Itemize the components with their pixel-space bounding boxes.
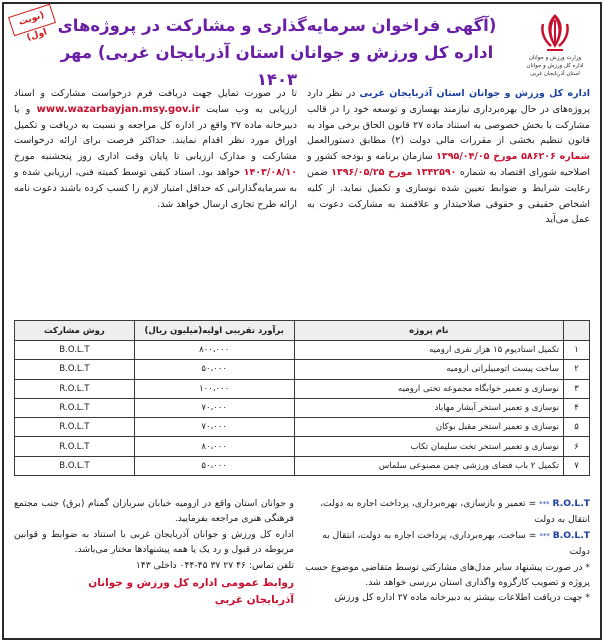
signature-line-1: روابط عمومی اداره کل ورزش و جوانان	[88, 577, 294, 590]
rights-text: اداره کل ورزش و جوانان آذربایجان غربی با استناد به ضوابط و قوانین مربوطه در قبول و رد یک یا همه پیشنهادها مختار می‌باشد.	[14, 528, 294, 556]
project-method: B.O.L.T	[15, 456, 135, 475]
title-line-1: (آگهی فراخوان سرمایه‌گذاری و مشارکت در پروژه‌های	[57, 16, 497, 35]
rolt-term: R.O.L.T	[552, 498, 590, 509]
notice-header	[4, 4, 600, 89]
reference-number-2: ۱۳۴۲۵۹۰ مورخ ۱۳۹۶/۰۵/۲۵	[331, 166, 457, 178]
contact-block	[14, 496, 294, 609]
intro-text-4: تا در صورت تمایل جهت دریافت فرم درخواست مشارکت و اسناد ارزیابی به وب سایت	[14, 88, 297, 115]
intro-text-2: سازمان برنامه و بودجه کشور و اصلاحیه شورای اقتصاد به شماره	[307, 151, 590, 178]
title-line-2: اداره کل ورزش و جوانان استان آذربایجان غربی) مهر ۱۴۰۳	[60, 43, 494, 89]
header-project-name: نام پروژه	[294, 321, 563, 341]
project-method: R.O.L.T	[15, 418, 135, 437]
emblem-caption-2: اداره کل ورزش و جوانان	[526, 63, 584, 69]
row-number: ۶	[564, 437, 590, 456]
definition-bolt	[304, 528, 590, 560]
bolt-stars: ***	[539, 531, 550, 540]
row-number: ۵	[564, 418, 590, 437]
project-budget: ۵۰،۰۰۰	[134, 456, 294, 475]
intro-text-5: و یا دبیرخانه ماده ۲۷ واقع در اداره کل مراجعه و نسبت به دریافت و تکمیل اوراق مورد نظر اقدام نمایند. حداکثر فرصت برای ارائه درخواست مشارکت و مدارک ارزیابی تا پایان وقت اداری روز پنجشنبه مورخ	[14, 103, 297, 163]
intro-paragraph-right	[307, 86, 590, 228]
deadline-date: ۱۴۰۳/۰۸/۱۰	[243, 166, 297, 178]
row-number: ۷	[564, 456, 590, 475]
bolt-text: = ساخت، بهره‌برداری، پرداخت اجاره به دولت، انتقال به دولت	[322, 529, 590, 558]
project-budget: ۸۰۰،۰۰۰	[134, 341, 294, 360]
intro-text-3: ضمن رعایت شرایط و ضوابط تعیین شده نوسازی و تکمیل نماید. از کلیه اشخاص حقیقی و حقوقی صلاحیتدار و علاقمند به مشارکت دعوت به عمل می‌آید	[307, 166, 590, 226]
row-number: ۳	[564, 379, 590, 398]
round-badge: (نوبت اول)	[8, 4, 56, 37]
table-row	[15, 456, 590, 475]
intro-text-6: خواهد بود. اسناد کیفی توسط کمیته فنی، ارزیابی شده و به سرمایه‌گذارانی که حداقل امتیاز لازم را کسب کرده باشند دعوت نامه ارائه طرح تجاری ارسال خواهد شد.	[14, 166, 297, 210]
row-number: ۱	[564, 341, 590, 360]
notice-frame	[2, 2, 602, 640]
table-row	[15, 341, 590, 360]
emblem-icon	[535, 10, 575, 54]
projects-table	[14, 320, 590, 476]
project-budget: ۷۰،۰۰۰	[134, 418, 294, 437]
emblem-caption-1: وزارت ورزش و جوانان	[528, 55, 582, 61]
header-method: روش مشارکت	[15, 321, 135, 341]
project-name: نوسازی و تعمیر استخر مقبل بوکان	[294, 418, 563, 437]
table-row	[15, 398, 590, 417]
project-name: تکمیل ۲ باب فضای ورزشی چمن مصنوعی سلماس	[294, 456, 563, 475]
iran-emblem	[522, 10, 588, 78]
projects-table-wrapper	[14, 320, 590, 476]
phone-number: تلفن تماس: ۴۶ ۲۷ ۳۷ ۴۵-۰۴۴ داخلی ۱۴۳	[135, 559, 294, 571]
table-row	[15, 418, 590, 437]
intro-text-1: در نظر دارد پروژه‌های در حال بهره‌برداری نیازمند بهسازی و توسعه خود را در قالب مشارکت با بخش خصوصی به استناد ماده ۲۷ قانون الحاق برخی مواد به قانون تنظیم بخشی از مقررات مالی دولت (۲) مطابق دستورالعمل	[307, 88, 590, 147]
header-number	[564, 321, 590, 341]
alternative-models-note: * در صورت پیشنهاد سایر مدل‌های مشارکتی توسط متقاضی موضوع حسب پروژه و تصویب کارگروه واگذاری استان بررسی خواهد شد.	[305, 561, 590, 589]
header-budget: برآورد تقریبی اولیه(میلیون ریال)	[134, 321, 294, 341]
emblem-caption-3: استان آذربایجان غربی	[530, 71, 580, 77]
row-number: ۴	[564, 398, 590, 417]
signature	[14, 575, 294, 609]
organization-name: اداره کل ورزش و جوانان استان آذربایجان غربی	[359, 88, 590, 99]
project-method: R.O.L.T	[15, 379, 135, 398]
address-text: و جوانان استان واقع در ارومیه خیابان سربازان گمنام (برق) جنب مجتمع فرهنگی هنری مراجعه بفرمایید.	[14, 498, 294, 525]
notice-title	[42, 12, 512, 93]
rolt-text: = تعمیر و بازسازی، بهره‌برداری، پرداخت اجاره به دولت، انتقال به دولت	[320, 498, 590, 526]
table-row	[15, 360, 590, 379]
project-name: تکمیل استادیوم ۱۵ هزار نفری ارومیه	[294, 341, 563, 360]
definition-rolt	[304, 496, 590, 528]
reference-number-1: شماره ۵۸۶۲۰۶ مورخ ۱۳۹۵/۰۴/۰۵	[436, 151, 590, 163]
table-row	[15, 437, 590, 456]
table-header-row	[15, 321, 590, 341]
more-info-note: * جهت دریافت اطلاعات بیشتر به دبیرخانه ماده ۲۷ اداره کل ورزش	[334, 592, 590, 604]
project-method: B.O.L.T	[15, 341, 135, 360]
definitions-block	[304, 496, 590, 606]
project-name: نوسازی و تعمیر استخر تخت سلیمان تکاب	[294, 437, 563, 456]
project-budget: ۸۰،۰۰۰	[134, 437, 294, 456]
project-budget: ۷۰،۰۰۰	[134, 398, 294, 417]
project-method: B.O.L.T	[15, 360, 135, 379]
project-budget: ۵۰،۰۰۰	[134, 360, 294, 379]
bolt-term: B.O.L.T	[552, 529, 590, 541]
intro-paragraph-left	[14, 86, 297, 212]
signature-line-2: آذربایجان غربی	[214, 594, 294, 607]
table-row	[15, 379, 590, 398]
project-name: نوسازی و تعمیر خوابگاه مجموعه تختی ارومیه	[294, 379, 563, 398]
project-name: ساخت پیست اتومبیلرانی ارومیه	[294, 360, 563, 379]
website-link[interactable]: www.wazarbayjan.msy.gov.ir	[36, 103, 200, 115]
project-budget: ۱۰۰،۰۰۰	[134, 379, 294, 398]
project-method: R.O.L.T	[15, 398, 135, 417]
rolt-stars: ***	[539, 500, 550, 508]
project-method: R.O.L.T	[15, 437, 135, 456]
project-name: نوسازی و تعمیر استخر آبشار مهاباد	[294, 398, 563, 417]
row-number: ۲	[564, 360, 590, 379]
